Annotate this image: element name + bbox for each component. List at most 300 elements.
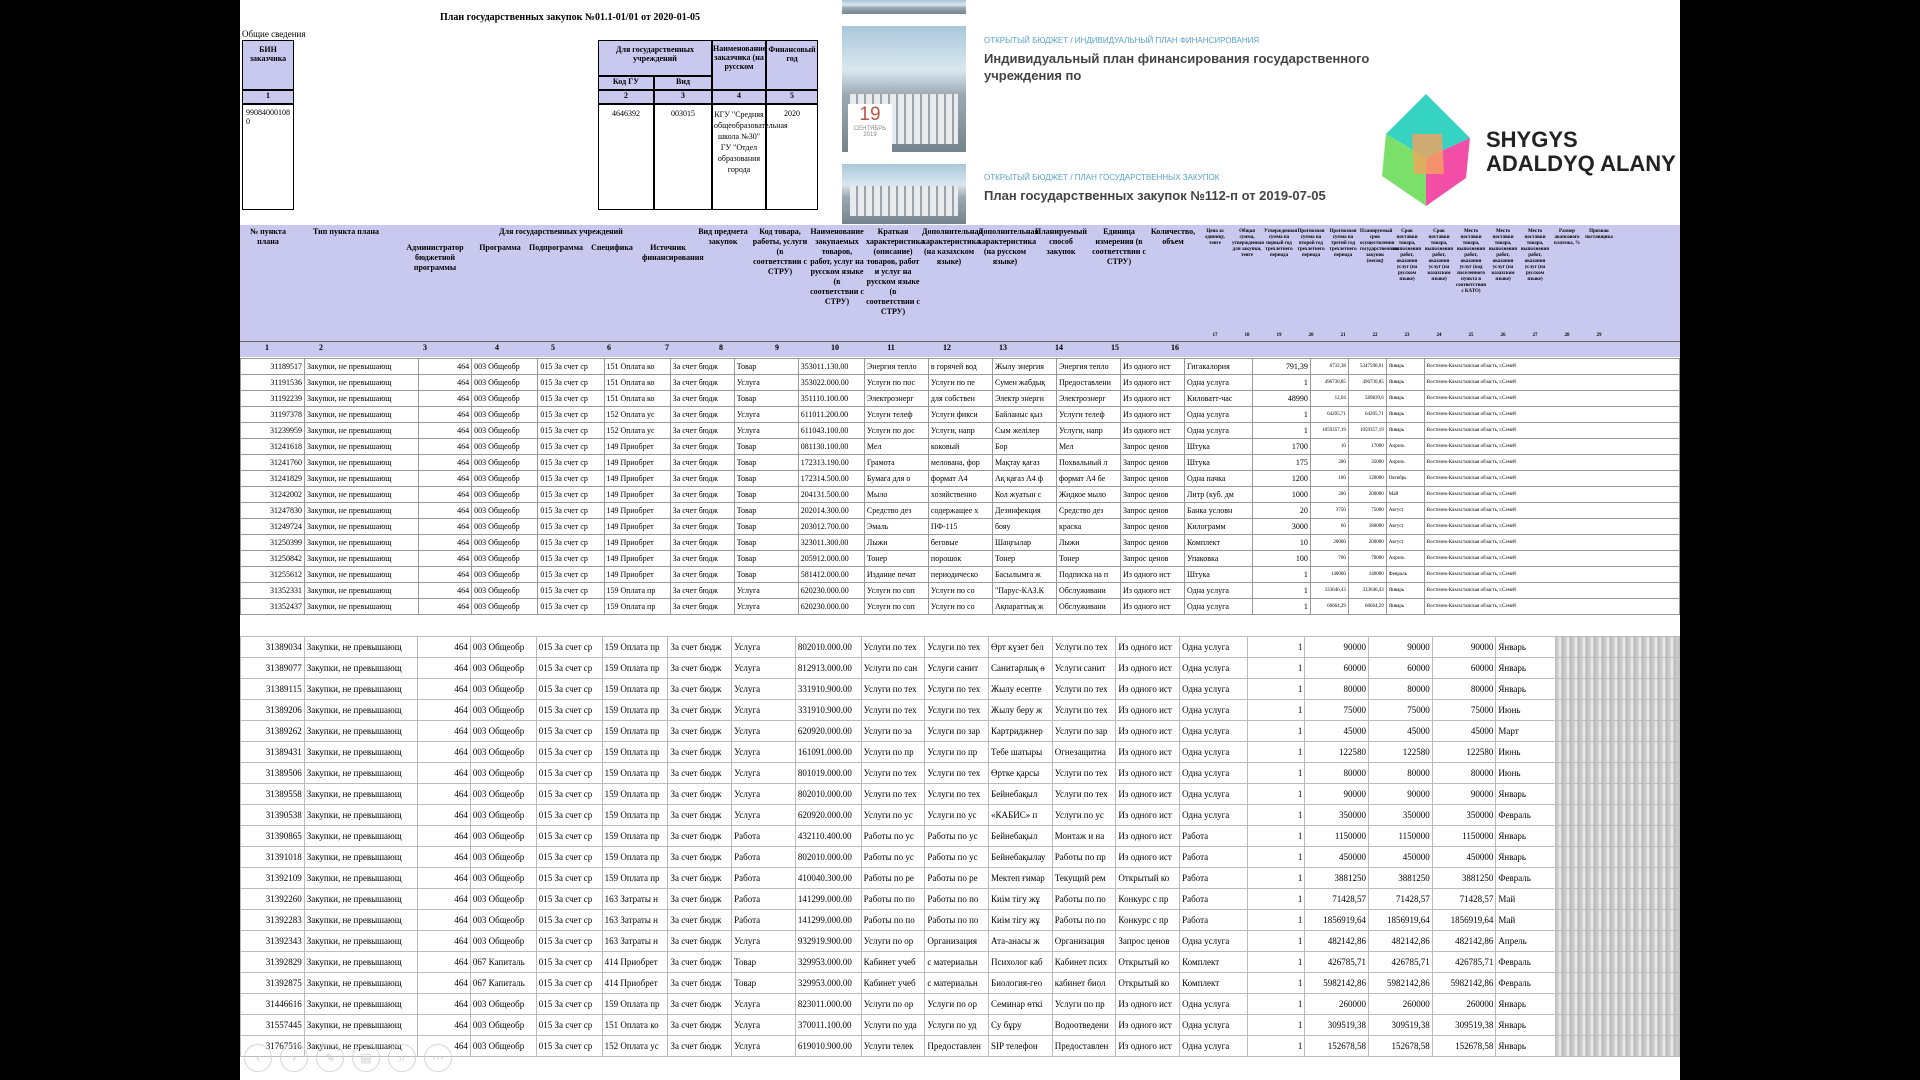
table-cell: 152678,58 (1432, 1036, 1496, 1057)
blurred-cell (1555, 700, 1679, 721)
table-cell: 015 За счет ср (538, 391, 604, 407)
table-cell: 496730,85 (1310, 375, 1348, 391)
table-cell: 003 Общеобр (470, 868, 536, 889)
table-row[interactable] (241, 359, 1680, 375)
table-cell: 200000 (1348, 487, 1386, 503)
table-cell: Ақ қағаз А4 ф (992, 471, 1056, 487)
table-cell: 31352437 (241, 599, 305, 615)
table-row[interactable] (241, 952, 1680, 973)
table-cell: За счет бюдж (670, 359, 734, 375)
table-row[interactable] (241, 503, 1680, 519)
table-row[interactable] (241, 439, 1680, 455)
small-header-col-number: 25 (1468, 333, 1474, 338)
table-cell: 159 Оплата пр (602, 763, 668, 784)
table-cell: Услуга (734, 423, 798, 439)
table-cell: Закупки, не превышающ (304, 931, 417, 952)
table-cell: 015 За счет ср (536, 868, 602, 889)
table-row[interactable] (241, 487, 1680, 503)
table-cell: Организация (1052, 931, 1116, 952)
table-cell: 003 Общеобр (472, 535, 538, 551)
table-cell: 1 (1248, 910, 1305, 931)
table-cell: Услуги по пос (864, 375, 928, 391)
table-cell: Восточно-Казахстанская область, г.Семей (1424, 375, 1679, 391)
more-icon[interactable]: ⋯ (424, 1044, 452, 1072)
table-cell: Январь (1496, 826, 1555, 847)
next-icon[interactable]: › (280, 1044, 308, 1072)
table-cell: 350000 (1369, 805, 1433, 826)
table-cell: 015 За счет ср (536, 973, 602, 994)
table-cell: Закупки, не превышающ (305, 551, 419, 567)
table-cell: Закупки, не превышающ (304, 952, 417, 973)
table-cell: Услуги санит (1052, 658, 1116, 679)
table-row[interactable] (241, 973, 1680, 994)
table-cell: 581412.000.00 (798, 567, 864, 583)
table-cell: За счет бюдж (668, 637, 732, 658)
table-cell: Тонер (1056, 551, 1120, 567)
table-cell: 003 Общеобр (470, 1036, 536, 1057)
table-row[interactable] (241, 826, 1680, 847)
table-cell: Январь (1496, 1036, 1555, 1057)
table-cell: Тонер (864, 551, 928, 567)
table-cell: 152 Оплата ус (604, 423, 670, 439)
colnum-3: 3 (654, 90, 712, 104)
table-cell: 015 За счет ср (538, 551, 604, 567)
small-header-col-number: 29 (1596, 333, 1602, 338)
table-cell: Работа (1180, 910, 1248, 931)
table-cell: Февраль (1496, 952, 1555, 973)
table-cell: 159 Оплата пр (602, 805, 668, 826)
date-day: 19 (859, 104, 881, 125)
table-cell: 015 За счет ср (538, 439, 604, 455)
table-cell: 159 Оплата пр (602, 826, 668, 847)
table-cell: Из одного ист (1116, 721, 1180, 742)
th-subject: Вид предмета закупок (698, 227, 748, 246)
table-row[interactable] (241, 583, 1680, 599)
table-cell: 015 За счет ср (536, 994, 602, 1015)
table-cell: 067 Капиталь (470, 952, 536, 973)
code-gu-header: Код ГУ (598, 76, 654, 90)
th-plan-type: Тип пункта плана (313, 227, 379, 236)
table-row[interactable] (241, 889, 1680, 910)
table-cell: 823011.000.00 (795, 994, 861, 1015)
table-cell: Восточно-Казахстанская область, г.Семей (1424, 471, 1679, 487)
table-cell: 015 За счет ср (536, 1015, 602, 1036)
table-cell: 159 Оплата пр (602, 637, 668, 658)
table-cell: Комплект (1184, 535, 1252, 551)
table-cell: 31389262 (241, 721, 305, 742)
table-cell: 90000 (1432, 637, 1496, 658)
news-title-1[interactable]: Индивидуальный план финансирования государственного учреждения по (984, 51, 1370, 83)
table-cell: Закупки, не превышающ (304, 637, 417, 658)
th-desc-ru: Краткая характеристика (описание) товаров, работ и услуг на русском языке (в соответствии с СТРУ) (866, 227, 925, 316)
table-cell: 003 Общеобр (472, 599, 538, 615)
table-row[interactable] (241, 700, 1680, 721)
table-cell: 611011.200.00 (798, 407, 864, 423)
slides-icon[interactable]: ▤ (352, 1044, 380, 1072)
table-row[interactable] (241, 519, 1680, 535)
table-cell: 351110.100.00 (798, 391, 864, 407)
table-cell: 426785,71 (1369, 952, 1433, 973)
table-cell: Лыжи (1056, 535, 1120, 551)
table-cell: 003 Общеобр (472, 423, 538, 439)
table-cell: 180000 (1348, 519, 1386, 535)
table-cell: Монтаж и на (1052, 826, 1116, 847)
table-cell: 464 (418, 1015, 471, 1036)
table-row[interactable] (241, 847, 1680, 868)
table-cell: 015 За счет ср (536, 721, 602, 742)
table-cell: Товар (734, 567, 798, 583)
table-cell: За счет бюдж (670, 503, 734, 519)
table-cell: Январь (1496, 1015, 1555, 1036)
table-cell: 31557445 (241, 1015, 305, 1036)
table-row[interactable] (241, 455, 1680, 471)
table-cell: 149 Приобрет (604, 503, 670, 519)
table-cell: 100 (1310, 471, 1348, 487)
table-cell: 015 За счет ср (536, 763, 602, 784)
table-cell: 31392260 (241, 889, 305, 910)
table-cell: 015 За счет ср (538, 375, 604, 391)
table-cell: 31250842 (241, 551, 305, 567)
table-cell: 3881250 (1369, 868, 1433, 889)
table-cell: 159 Оплата пр (604, 599, 670, 615)
table-cell: Май (1496, 910, 1555, 931)
table-cell: Закупки, не превышающ (305, 439, 419, 455)
table-cell: Обслуживани (1056, 599, 1120, 615)
table-cell: 003 Общеобр (472, 551, 538, 567)
table-cell: За счет бюдж (670, 519, 734, 535)
table-cell: Услуги по тех (861, 763, 925, 784)
table-cell: Одна услуга (1184, 599, 1252, 615)
table-cell: 620230.000.00 (798, 583, 864, 599)
table-cell: Энергия тепло (1056, 359, 1120, 375)
table-cell: 464 (418, 721, 471, 742)
table-cell: 1 (1248, 658, 1305, 679)
table-cell: Одна услуга (1184, 423, 1252, 439)
table-cell: 791,39 (1253, 359, 1311, 375)
table-cell: Килограмм (1184, 519, 1252, 535)
code-gu-value: 4646392 (598, 104, 654, 210)
news-thumbnail-top[interactable] (842, 0, 966, 14)
table-cell: Мел (1056, 439, 1120, 455)
small-header-col-number: 19 (1276, 333, 1282, 338)
table-cell: Июнь (1496, 763, 1555, 784)
table-cell: Бейнебақылау (989, 847, 1053, 868)
header-col-number: 6 (607, 343, 611, 352)
table-cell: Грамота (864, 455, 928, 471)
table-cell: 1200 (1253, 471, 1311, 487)
header-col-number: 16 (1171, 343, 1179, 352)
blurred-cell (1555, 763, 1679, 784)
table-cell: Закупки, не превышающ (305, 455, 419, 471)
table-cell: За счет бюдж (670, 439, 734, 455)
table-cell: 812913.000.00 (795, 658, 861, 679)
table-cell: За счет бюдж (668, 973, 732, 994)
table-cell: Дезинфекция (992, 503, 1056, 519)
blurred-cell (1555, 742, 1679, 763)
table-cell: За счет бюдж (668, 784, 732, 805)
table-row[interactable] (241, 599, 1680, 615)
table-cell: Из одного ист (1116, 847, 1180, 868)
table-header (240, 225, 1680, 357)
table-row[interactable] (241, 784, 1680, 805)
table-cell: Кол жуатын с (992, 487, 1056, 503)
table-row[interactable] (241, 407, 1680, 423)
header-col-number: 10 (831, 343, 839, 352)
table-cell: Товар (734, 439, 798, 455)
table-row[interactable] (241, 763, 1680, 784)
table-row[interactable] (241, 423, 1680, 439)
th-year2: Прогнозная сумма на второй год трехлетнего периода (1297, 229, 1325, 258)
news-thumbnail-1[interactable] (842, 26, 966, 152)
table-cell: 141299.000.00 (795, 889, 861, 910)
table-cell: 152 Оплата ус (602, 1036, 668, 1057)
table-cell: Штука (1184, 439, 1252, 455)
table-cell: 71428,57 (1305, 889, 1369, 910)
logo-mark-icon (1382, 94, 1470, 206)
table-cell: 1 (1248, 784, 1305, 805)
table-cell: 3881250 (1432, 868, 1496, 889)
table-cell: 333646,43 (1310, 583, 1348, 599)
table-cell: 015 За счет ср (538, 503, 604, 519)
table-cell: 003 Общеобр (470, 721, 536, 742)
table-cell: 1150000 (1432, 826, 1496, 847)
table-row[interactable] (241, 910, 1680, 931)
table-cell: 1 (1248, 952, 1305, 973)
table-cell: 464 (418, 763, 471, 784)
table-row[interactable] (241, 931, 1680, 952)
customer-name-value: КГУ "Средняя общеобразовательная школа №30" ГУ "Отдел образования города (712, 104, 766, 210)
table-cell: 1150000 (1305, 826, 1369, 847)
table-cell: Закупки, не превышающ (305, 359, 419, 375)
table-cell: 802010.000.00 (795, 784, 861, 805)
table-cell: Услуги по дос (864, 423, 928, 439)
table-cell: 20000 (1310, 535, 1348, 551)
table-cell: Товар (734, 535, 798, 551)
blurred-cell (1555, 679, 1679, 700)
news-thumbnail-2[interactable] (842, 164, 966, 224)
table-row[interactable] (241, 805, 1680, 826)
table-cell: Товар (734, 519, 798, 535)
table-cell: Закупки, не превышающ (304, 658, 417, 679)
table-cell: Семинар өткі (989, 994, 1053, 1015)
table-cell: Тебе шатыры (989, 742, 1053, 763)
table-cell: 31391018 (241, 847, 305, 868)
table-cell: Услуга (732, 721, 796, 742)
table-cell: 1059357,19 (1348, 423, 1386, 439)
table-cell: За счет бюдж (670, 471, 734, 487)
table-cell: порошок (928, 551, 992, 567)
table-row[interactable] (241, 535, 1680, 551)
table-cell: Восточно-Казахстанская область, г.Семей (1424, 407, 1679, 423)
table-cell: Работа (1180, 889, 1248, 910)
table-cell: 31389558 (241, 784, 305, 805)
table-cell: За счет бюдж (670, 455, 734, 471)
header-col-number: 1 (265, 343, 269, 352)
th-advance: Размер авансового платежа, % (1553, 229, 1581, 246)
news-title-2[interactable]: План государственных закупок №112-п от 2019-07-05 (984, 188, 1326, 203)
table-cell: 3881250 (1305, 868, 1369, 889)
th-subprogram: Подпрограмма (528, 243, 584, 252)
table-cell: Октябрь (1386, 471, 1424, 487)
table-cell: Одна услуга (1180, 931, 1248, 952)
table-row[interactable] (241, 1036, 1680, 1057)
table-cell: 003 Общеобр (470, 742, 536, 763)
table-cell: 122580 (1369, 742, 1433, 763)
table-cell: 464 (418, 455, 471, 471)
table-row[interactable] (241, 994, 1680, 1015)
table-cell: 464 (418, 784, 471, 805)
table-cell: За счет бюдж (670, 583, 734, 599)
table-cell: краска (1056, 519, 1120, 535)
table-cell: Запрос ценов (1120, 471, 1184, 487)
th-quantity: Количество, объем (1150, 227, 1196, 246)
table-cell: 60000 (1432, 658, 1496, 679)
table-cell: Восточно-Казахстанская область, г.Семей (1424, 583, 1679, 599)
table-cell: Услуги по пр (925, 742, 989, 763)
table-cell: 159 Оплата пр (602, 679, 668, 700)
table-cell: Услуги по ус (1052, 805, 1116, 826)
table-cell: Закупки, не превышающ (304, 1036, 417, 1057)
table-row[interactable] (241, 721, 1680, 742)
news-category-1[interactable]: ОТКРЫТЫЙ БЮДЖЕТ / ИНДИВИДУАЛЬНЫЙ ПЛАН ФИНАНСИРОВАНИЯ (984, 36, 1260, 45)
table-row[interactable] (241, 375, 1680, 391)
table-cell: 205912.000.00 (798, 551, 864, 567)
table-row[interactable] (241, 1015, 1680, 1036)
table-cell: с материальн (925, 952, 989, 973)
table-cell: Январь (1386, 391, 1424, 407)
table-cell: 1059357,19 (1310, 423, 1348, 439)
table-cell: 31352331 (241, 583, 305, 599)
th-year1: Утвержденная сумма на первый год трехлетнего периода (1264, 229, 1298, 258)
table-cell: 80000 (1432, 679, 1496, 700)
table-cell: 450000 (1369, 847, 1433, 868)
pen-icon[interactable]: ✎ (316, 1044, 344, 1072)
blurred-cell (1555, 826, 1679, 847)
table-cell: 003 Общеобр (470, 700, 536, 721)
table-cell: Из одного ист (1120, 599, 1184, 615)
table-cell: Закупки, не превышающ (304, 847, 417, 868)
th-program: Программа (479, 243, 521, 252)
table-cell: Услуги по уда (861, 1015, 925, 1036)
table-cell: 015 За счет ср (536, 826, 602, 847)
table-row[interactable] (241, 567, 1680, 583)
table-cell: кабинет биол (1052, 973, 1116, 994)
table-cell: 331910.900.00 (795, 700, 861, 721)
table-cell: Закупки, не превышающ (305, 471, 419, 487)
table-cell: 31446616 (241, 994, 305, 1015)
table-cell: 464 (418, 973, 471, 994)
prev-icon[interactable]: ‹ (244, 1044, 272, 1072)
header-col-number: 4 (495, 343, 499, 352)
blurred-cell (1555, 847, 1679, 868)
table-cell: 003 Общеобр (470, 994, 536, 1015)
table-cell: 31389077 (241, 658, 305, 679)
table-cell: Закупки, не превышающ (304, 994, 417, 1015)
table-cell: Июнь (1496, 742, 1555, 763)
table-cell: Август (1386, 519, 1424, 535)
table-cell: 1 (1248, 973, 1305, 994)
table-cell: За счет бюдж (668, 889, 732, 910)
table-row[interactable] (241, 679, 1680, 700)
table-cell: Штука (1184, 455, 1252, 471)
table-cell: Открытый ко (1116, 973, 1180, 994)
table-cell: Закупки, не превышающ (304, 889, 417, 910)
table-cell: 48990 (1253, 391, 1311, 407)
table-cell: 015 За счет ср (538, 359, 604, 375)
th-gov: Для государственных учреждений (499, 227, 623, 236)
table-cell: Товар (734, 471, 798, 487)
table-cell: Работы по ус (861, 847, 925, 868)
table-cell: 90000 (1369, 637, 1433, 658)
table-cell: 31392343 (241, 931, 305, 952)
shygys-logo (1368, 80, 1680, 230)
table-cell: Услуга (732, 658, 796, 679)
table-cell: Средство дез (1056, 503, 1120, 519)
table-cell: Средство дез (864, 503, 928, 519)
table-cell: Одна услуга (1180, 658, 1248, 679)
zoom-icon[interactable]: ⌕ (388, 1044, 416, 1072)
table-cell: Закупки, не превышающ (304, 805, 417, 826)
table-cell: Услуги по пе (928, 375, 992, 391)
table-cell: Электроэнерг (864, 391, 928, 407)
table-cell: Одна услуга (1180, 1036, 1248, 1057)
blurred-cell (1555, 1036, 1679, 1057)
table-cell: Жылу есепте (989, 679, 1053, 700)
table-row[interactable] (241, 742, 1680, 763)
table-cell: Текущий рем (1052, 868, 1116, 889)
table-row[interactable] (241, 658, 1680, 679)
table-cell: Услуги по тех (861, 784, 925, 805)
building-image (850, 186, 958, 216)
table-cell: 464 (418, 551, 471, 567)
table-cell: Январь (1386, 583, 1424, 599)
table-cell: Услуги по тех (1052, 700, 1116, 721)
table-cell: 122580 (1432, 742, 1496, 763)
table-cell: 464 (418, 679, 471, 700)
table-cell: Восточно-Казахстанская область, г.Семей (1424, 439, 1679, 455)
table-cell: 450000 (1305, 847, 1369, 868)
table-cell: Январь (1496, 847, 1555, 868)
table-cell: 31247830 (241, 503, 305, 519)
table-cell: Бумага для о (864, 471, 928, 487)
table-cell: 203012.700.00 (798, 519, 864, 535)
table-cell: 80000 (1305, 679, 1369, 700)
table-cell: 1 (1248, 700, 1305, 721)
logo-text (1486, 128, 1676, 176)
header-col-number: 7 (665, 343, 669, 352)
table-cell: 1 (1248, 679, 1305, 700)
table-row[interactable] (241, 868, 1680, 889)
table-cell: Услуга (732, 994, 796, 1015)
table-cell: Восточно-Казахстанская область, г.Семей (1424, 535, 1679, 551)
table-cell: 003 Общеобр (470, 679, 536, 700)
table-row[interactable] (241, 391, 1680, 407)
small-header-col-number: 20 (1308, 333, 1314, 338)
table-row[interactable] (241, 637, 1680, 658)
table-cell: 464 (418, 658, 471, 679)
table-cell: Услуги по тех (925, 763, 989, 784)
table-row[interactable] (241, 471, 1680, 487)
table-cell: Из одного ист (1116, 637, 1180, 658)
table-cell: Одна услуга (1180, 1015, 1248, 1036)
news-category-2[interactable]: ОТКРЫТЫЙ БЮДЖЕТ / ПЛАН ГОСУДАРСТВЕННЫХ ЗАКУПОК (984, 173, 1220, 182)
table-row[interactable] (241, 551, 1680, 567)
table-cell: 159 Оплата пр (602, 721, 668, 742)
th-method: Планируемый способ закупок (1035, 227, 1087, 256)
table-cell: 149 Приобрет (604, 551, 670, 567)
table-cell: 1856919,64 (1369, 910, 1433, 931)
table-cell: 64205,71 (1348, 407, 1386, 423)
